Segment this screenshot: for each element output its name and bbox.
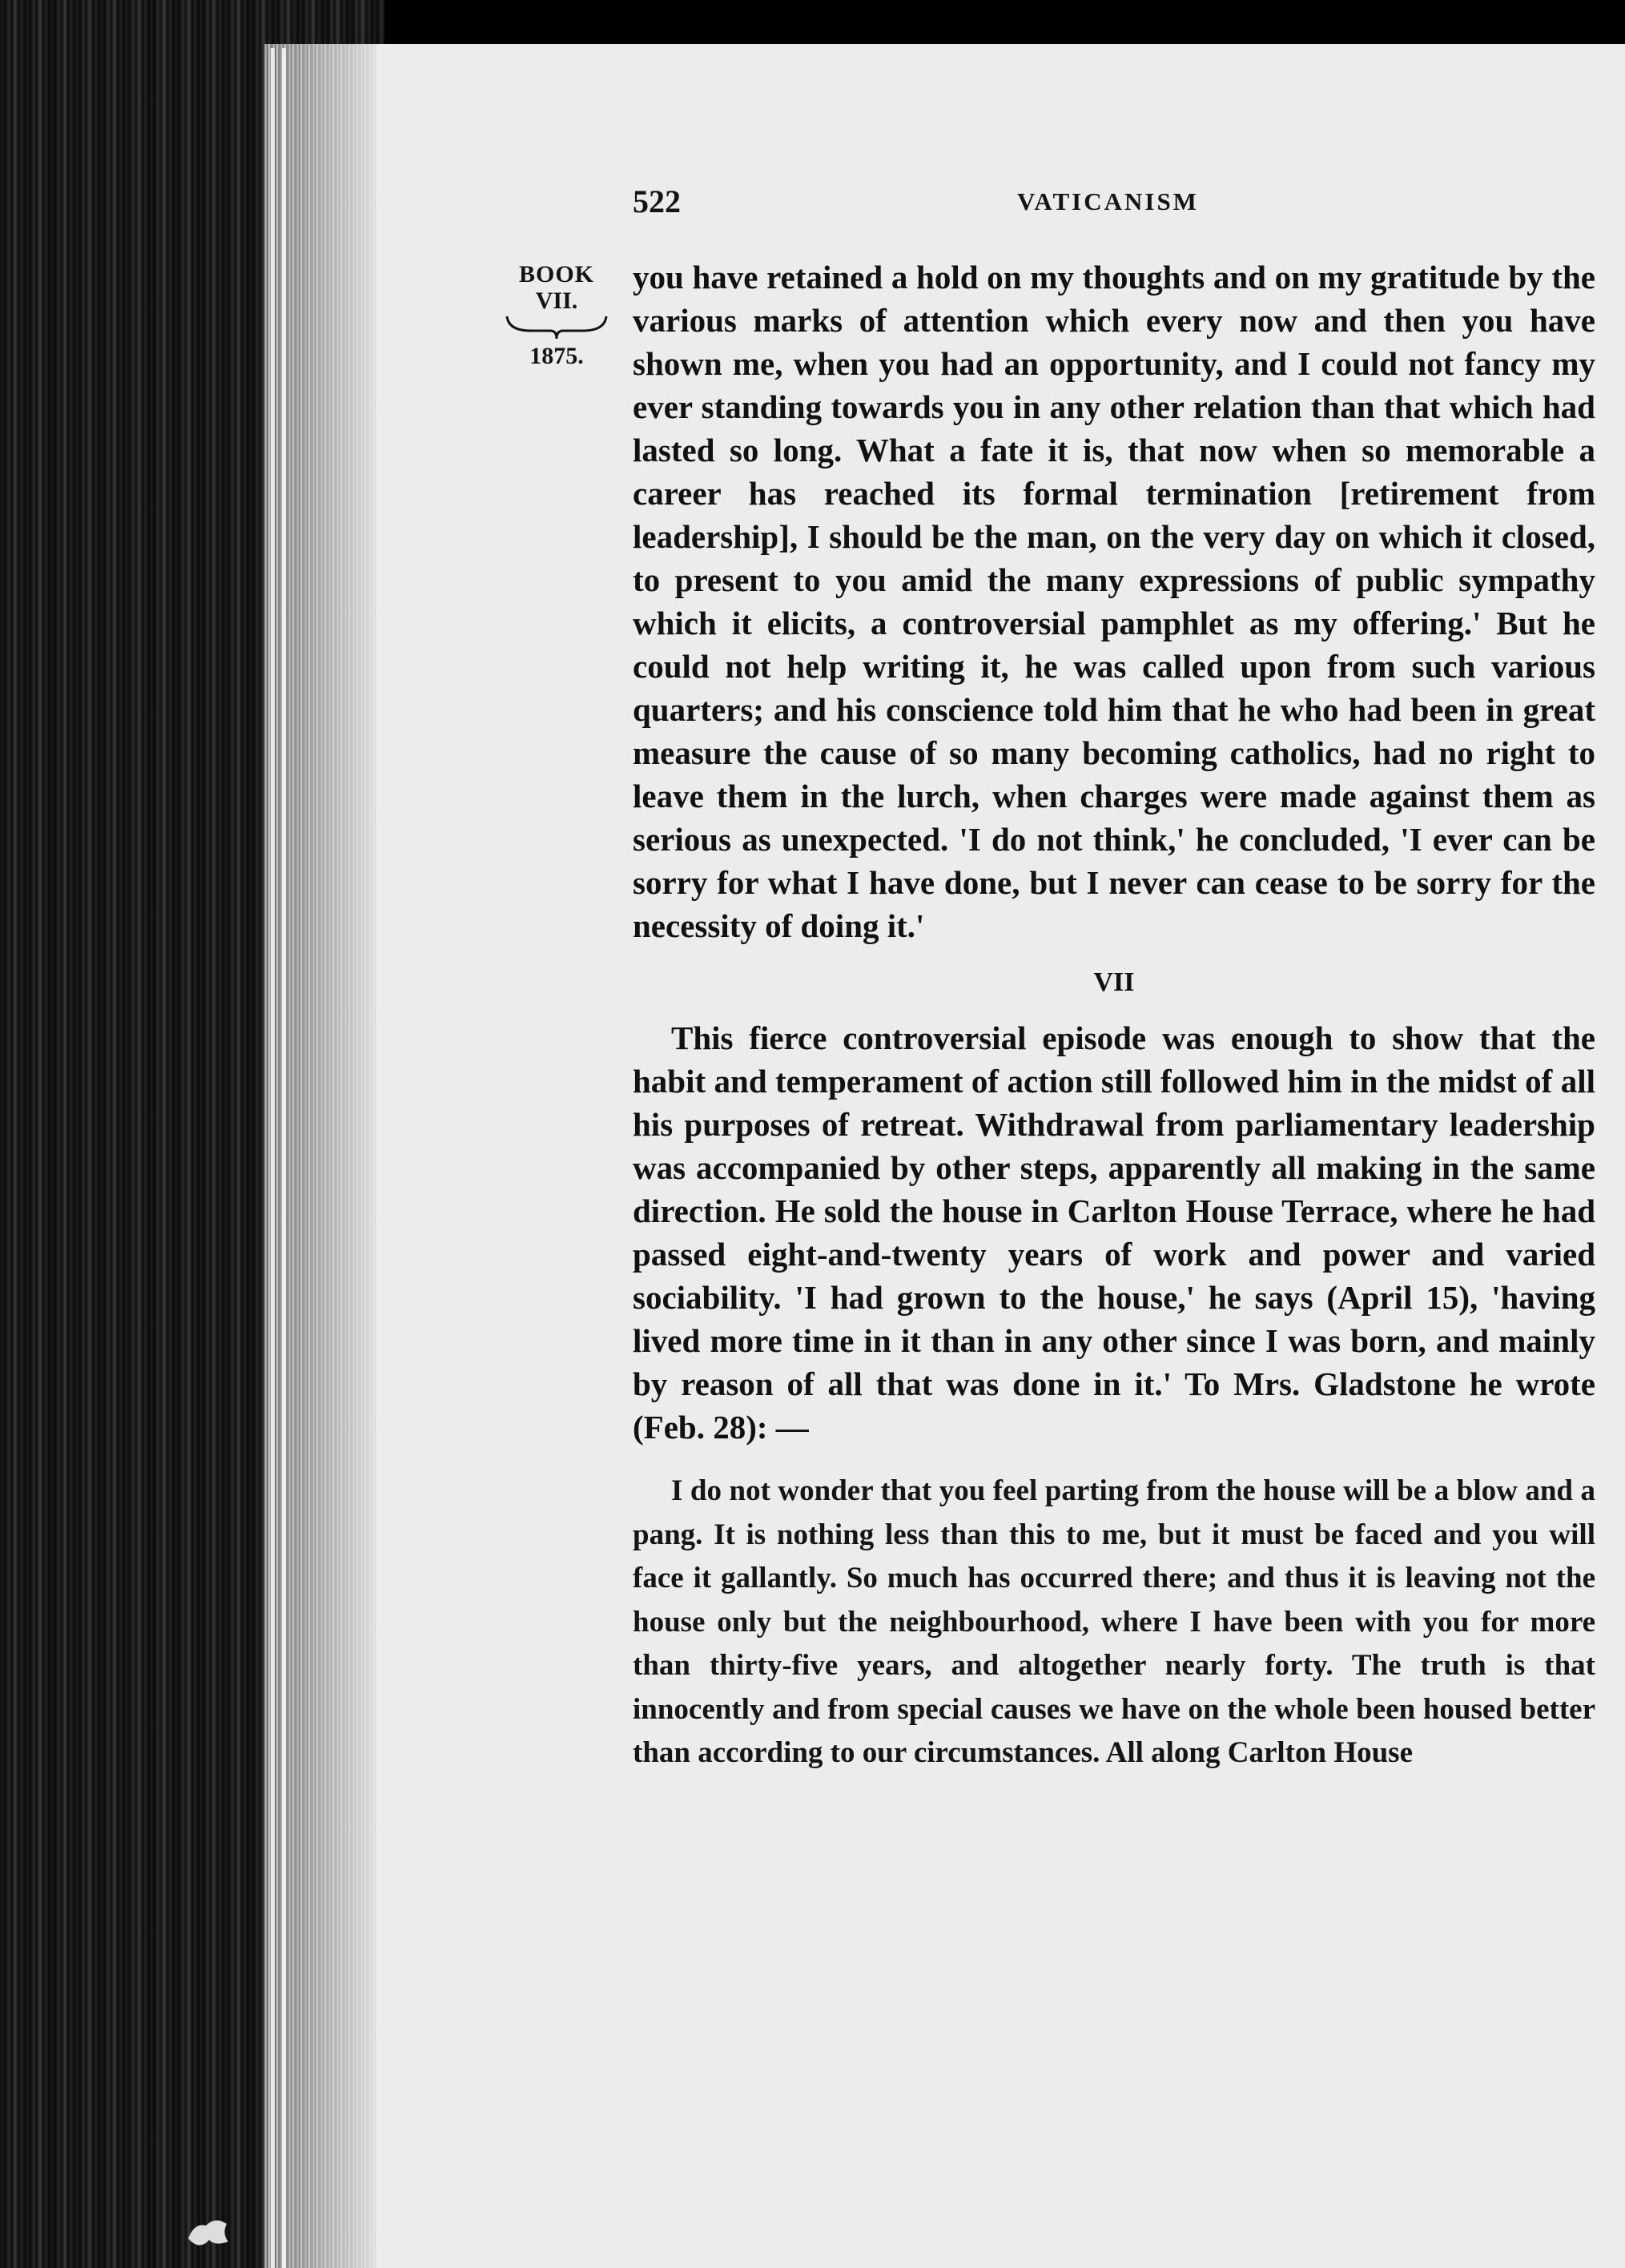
margin-book-label: BOOK <box>518 261 594 288</box>
brace-icon <box>501 313 613 344</box>
page-header <box>633 183 1594 231</box>
margin-volume-label: VII. <box>535 288 578 314</box>
paragraph: This fierce controversial episode was enough to show that the habit and temperament of action still followed him in the midst of all his purposes of retreat. Withdrawal from parliamentary leadership was accompanied by other steps, apparently all making in the same direction. He sold the house in Carlton House Terrace, where he had passed eight-and-twenty years of work and power and varied sociability. 'I had grown to the house,' he says (April 15), 'having lived more time in it than in any other since I was born, and mainly by reason of all that was done in it.' To Mrs. Gladstone he wrote (Feb. 28): — <box>633 1019 1595 1446</box>
gutter-line <box>271 48 275 2268</box>
gutter-line <box>282 48 286 2268</box>
paragraph: you have retained a hold on my thoughts and on my gratitude by the various marks of attention which every now and then you have shown me, when you had an opportunity, and I could not fancy my ever standing towards you in any other relation than that which had lasted so long. What a fate it is, that now when so memorable a career has reached its formal termination [retirement from leadership], I should be the man, on the very day on which it closed, to present to you amid the many expressions of public sympathy which it elicits, a controversial pamphlet as my offering.' But he could not help writing it, he was called upon from such various quarters; and his conscience told him that he who had been in great measure the cause of so many becoming catholics, had no right to leave them in the lurch, when charges were made against them as serious as unexpected. 'I do not think,' he concluded, 'I ever can be sorry for what I have done, but I never can cease to be sorry for the necessity of doing it.' <box>633 259 1595 944</box>
page-number: 522 <box>633 183 681 219</box>
section-heading: VII <box>1093 967 1135 997</box>
main-text <box>633 255 1595 1775</box>
quoted-letter: I do not wonder that you feel parting from the house will be a blow and a pang. It is nothing less than this to me, but it must be faced and you will face it gallantly. So much has occurred there; and thus it is leaving not the house only but the neighbourhood, where I have been with you for more than thirty-five years, and altogether nearly forty. The truth is that innocently and from special causes we have on the whole been housed better than according to our circumstances. All along Carlton House <box>633 1474 1595 1769</box>
scan-artifact <box>180 2206 236 2254</box>
margin-year-label: 1875. <box>529 343 584 369</box>
running-head: VATICANISM <box>1017 187 1199 215</box>
margin-note <box>501 260 613 369</box>
